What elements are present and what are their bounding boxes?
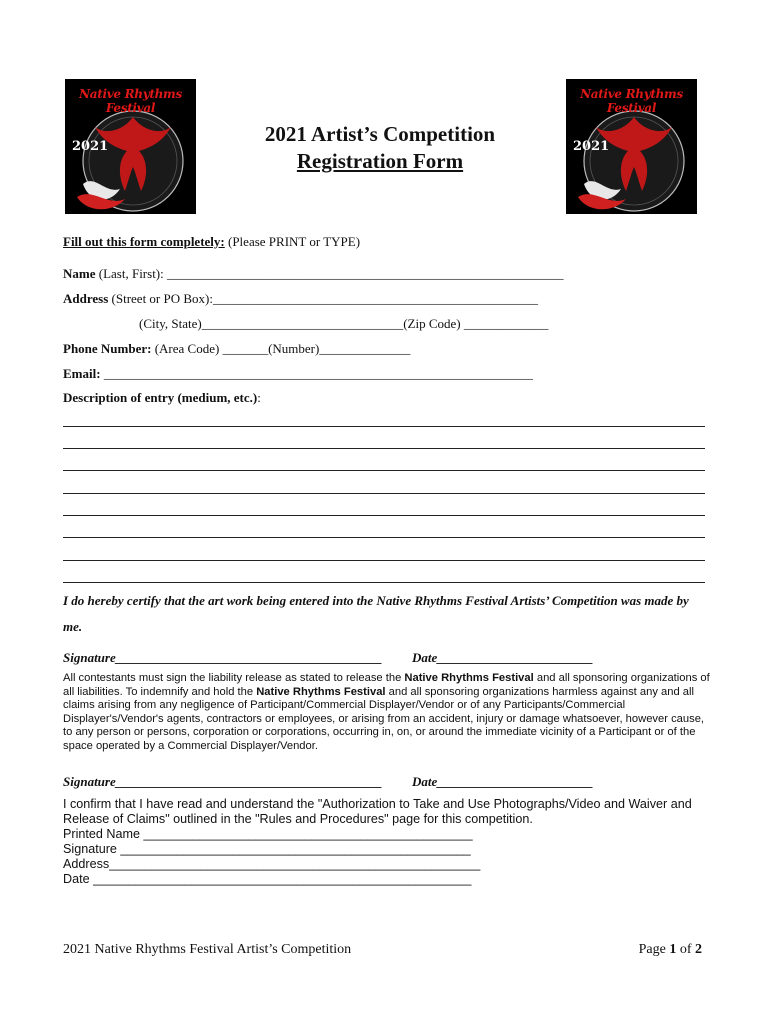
description-line[interactable] <box>63 582 705 583</box>
instructions <box>63 234 360 250</box>
address-line: (Street or PO Box):__________________________________________________ <box>108 291 538 306</box>
phone-line: (Area Code) _______(Number)______________ <box>151 341 411 356</box>
phone-field[interactable] <box>63 341 410 357</box>
certification-statement: I do hereby certify that the art work being entered into the Native Rhythms Festival Artists’ Competition was made by me. <box>63 593 689 634</box>
logo-year: 2021 <box>72 139 109 154</box>
email-label: Email: <box>63 366 101 381</box>
form-subtitle: Registration Form <box>296 149 464 173</box>
signature-field-2[interactable]: Signature_________________________________________ <box>63 774 383 789</box>
address-label: Address <box>63 291 109 306</box>
description-line[interactable] <box>63 470 705 471</box>
description-label: Description of entry (medium, etc.): <box>63 390 261 405</box>
address-field[interactable] <box>63 291 538 307</box>
logo-title: Native Rhythms Festival <box>79 87 182 115</box>
phone-label: Phone Number: <box>63 341 152 356</box>
name-line: (Last, First): _____________________________________________________________ <box>95 266 564 281</box>
email-line: __________________________________________________________________ <box>100 366 533 381</box>
logo-title: Native Rhythms Festival <box>580 87 683 115</box>
email-field[interactable] <box>63 366 533 382</box>
description-line[interactable] <box>63 493 705 494</box>
city-zip-field[interactable]: (City, State)_______________________________(Zip Code) _____________ <box>139 316 549 331</box>
liability-release: All contestants must sign the liability release as stated to release the Native Rhythms Festival and all sponsoring organizations of all liabilities. To indemnify and hold the Native Rhythms Festival and all sponsoring organizations harmless against any and all claims arising from any negligence of Participant/Commercial Displayer/Vendor or of any Participants/Commercial Displayer's/Vendor's agents, contractors or employees, or arising from an accident, injury or damage whatsoever, however cause, to any person or persons, corporation or corporations, occurring in, on, or around the immediate vicinity of a Participant or of the space operated by a Commercial Displayer/Vendor. <box>63 672 710 752</box>
form-title: 2021 Artist’s Competition <box>264 122 496 146</box>
name-field[interactable] <box>63 266 564 282</box>
date-field-2[interactable]: Date________________________ <box>412 774 594 789</box>
description-line[interactable] <box>63 426 705 427</box>
printed-name-field[interactable]: Printed Name _______________________________________________ <box>63 827 473 841</box>
description-label-text: Description of entry (medium, etc.) <box>63 390 258 405</box>
footer-title: 2021 Native Rhythms Festival Artist’s Competition <box>63 942 352 957</box>
photo-release-statement: I confirm that I have read and understand the "Authorization to Take and Use Photographs/Video and Waiver and Release of Claims" outlined in the "Rules and Procedures" page for this competition. <box>63 797 692 826</box>
signature-field-3[interactable]: Signature __________________________________________________ <box>63 842 471 856</box>
description-line[interactable] <box>63 515 705 516</box>
festival-logo-left <box>65 79 196 214</box>
festival-name-bold: Native Rhythms Festival <box>256 685 386 698</box>
instructions-bold: Fill out this form completely: <box>63 234 225 249</box>
description-line[interactable] <box>63 537 705 538</box>
address-field-2[interactable]: Address_____________________________________________________ <box>63 857 481 871</box>
logo-year: 2021 <box>573 139 610 154</box>
description-line[interactable] <box>63 448 705 449</box>
description-line[interactable] <box>63 560 705 561</box>
name-label: Name <box>63 266 96 281</box>
festival-name-bold: Native Rhythms Festival <box>404 672 534 684</box>
signature-field-1[interactable]: Signature_________________________________________ <box>63 650 383 665</box>
date-field-3[interactable]: Date ______________________________________________________ <box>63 872 472 886</box>
instructions-rest: (Please PRINT or TYPE) <box>224 234 361 249</box>
date-field-1[interactable]: Date________________________ <box>412 650 594 665</box>
page-number: Page 1 of 2 <box>638 942 702 957</box>
festival-logo-right <box>566 79 697 214</box>
